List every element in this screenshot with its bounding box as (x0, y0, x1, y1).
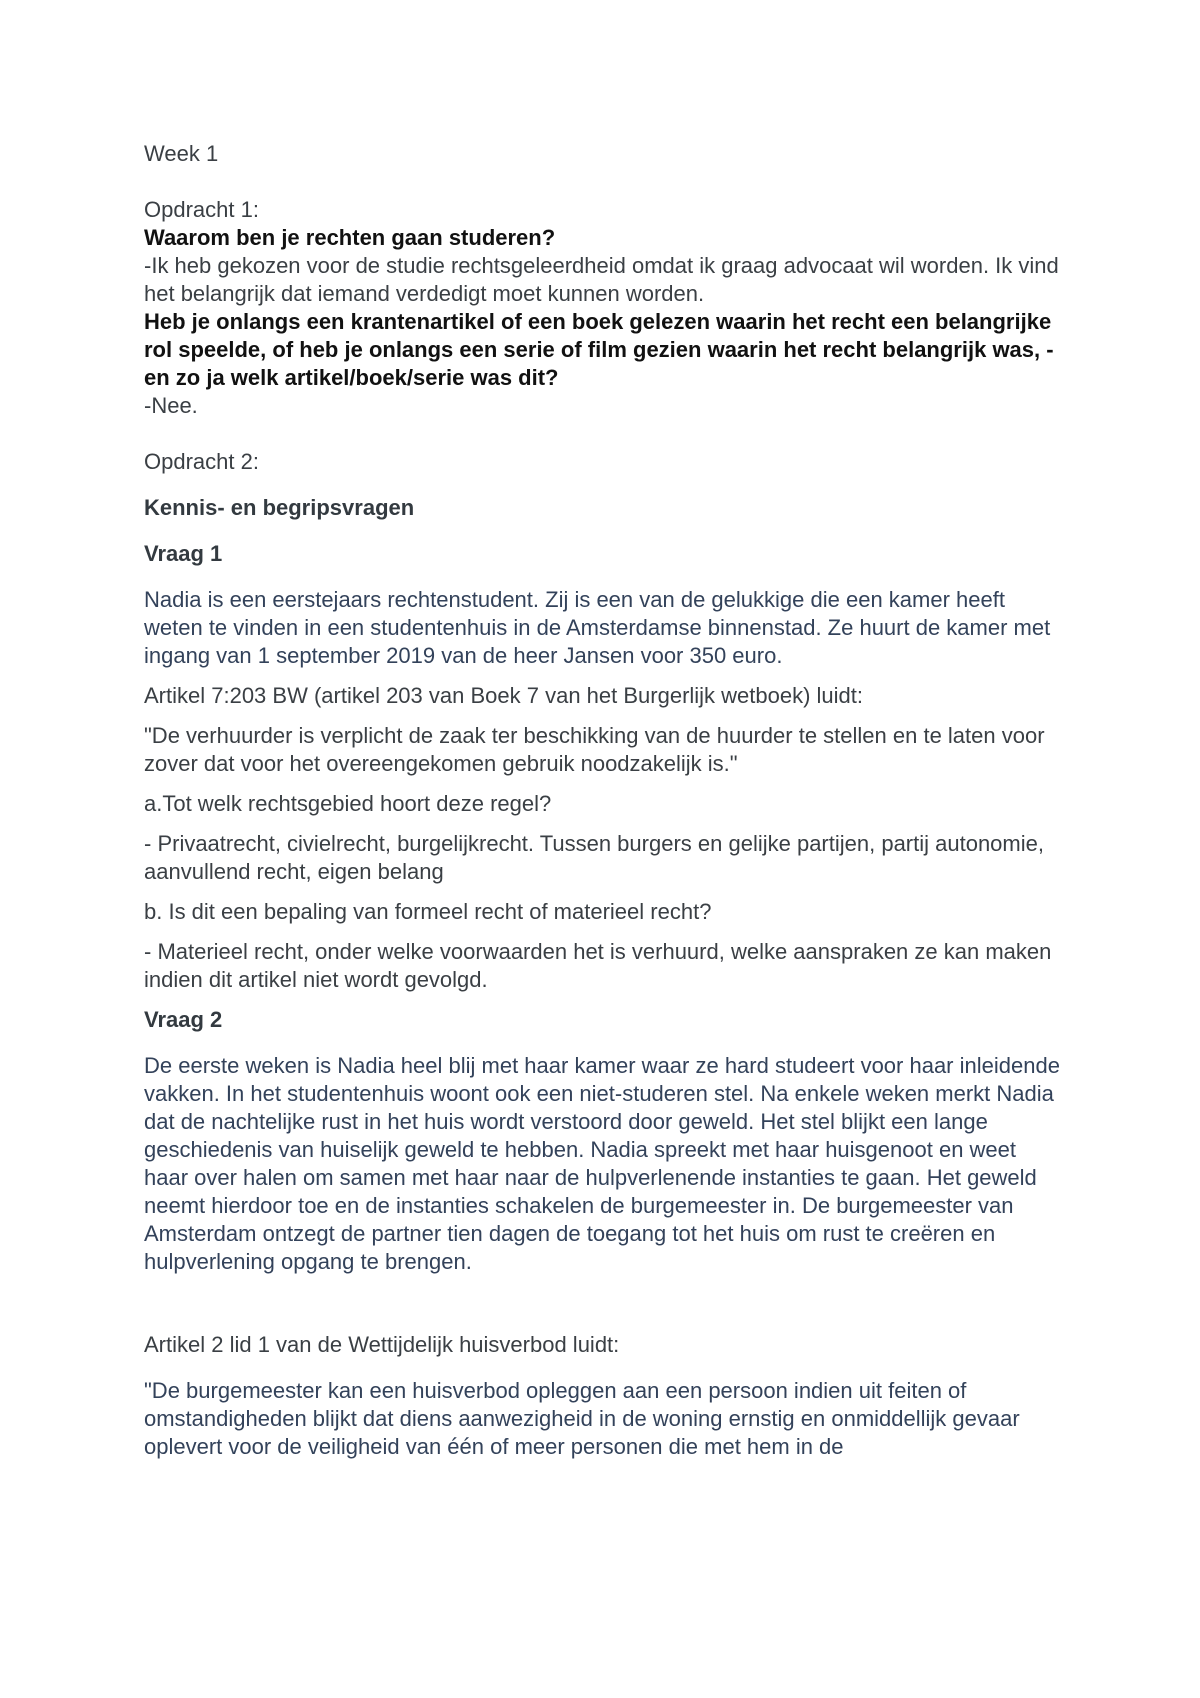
week-title: Week 1 (144, 141, 219, 166)
vraag-2-heading: Vraag 2 (144, 1007, 223, 1032)
question-why-law: Waarom ben je rechten gaan studeren? (144, 225, 556, 250)
answer-why-law: -Ik heb gekozen voor de studie rechtsgeleerdheid omdat ik graag advocaat wil worden. Ik vind het belangrijk dat iemand verdedigt moet kunnen worden. (144, 253, 1059, 306)
vraag-2-article-quote: "De burgemeester kan een huisverbod opleggen aan een persoon indien uit feiten of omstandigheden blijkt dat diens aanwezigheid in de woning ernstig en onmiddellijk gevaar oplevert voor de veiligheid van één of meer personen die met hem in de (144, 1378, 1020, 1459)
opdracht-2-label: Opdracht 2: (144, 449, 259, 474)
vraag-1-question-b: b. Is dit een bepaling van formeel recht of materieel recht? (144, 899, 712, 924)
vraag-1-answer-a: - Privaatrecht, civielrecht, burgelijkrecht. Tussen burgers en gelijke partijen, partij autonomie, aanvullend recht, eigen belang (144, 831, 1044, 884)
answer-recent-media: -Nee. (144, 393, 198, 418)
vraag-1-article-intro: Artikel 7:203 BW (artikel 203 van Boek 7 van het Burgerlijk wetboek) luidt: (144, 683, 864, 708)
opdracht-1-label: Opdracht 1: (144, 197, 259, 222)
section-heading: Kennis- en begripsvragen (144, 495, 415, 520)
vraag-1-question-a: a.Tot welk rechtsgebied hoort deze regel? (144, 791, 552, 816)
vraag-2-article-intro: Artikel 2 lid 1 van de Wettijdelijk huisverbod luidt: (144, 1332, 620, 1357)
vraag-1-answer-b: - Materieel recht, onder welke voorwaarden het is verhuurd, welke aanspraken ze kan maken indien dit artikel niet wordt gevolgd. (144, 939, 1052, 992)
vraag-1-heading: Vraag 1 (144, 541, 223, 566)
document-page (144, 140, 1064, 1461)
vraag-1-article-quote: "De verhuurder is verplicht de zaak ter beschikking van de huurder te stellen en te laten voor zover dat voor het overeengekomen gebruik noodzakelijk is." (144, 723, 1045, 776)
vraag-1-case-text: Nadia is een eerstejaars rechtenstudent. Zij is een van de gelukkige die een kamer heeft weten te vinden in een studentenhuis in de Amsterdamse binnenstad. Ze huurt de kamer met ingang van 1 september 2019 van de heer Jansen voor 350 euro. (144, 587, 1051, 668)
vraag-2-case-text: De eerste weken is Nadia heel blij met haar kamer waar ze hard studeert voor haar inleidende vakken. In het studentenhuis woont ook een niet-studeren stel. Na enkele weken merkt Nadia dat de nachtelijke rust in het huis wordt verstoord door geweld. Het stel blijkt een lange geschiedenis van huiselijk geweld te hebben. Nadia spreekt met haar huisgenoot en weet haar over halen om samen met haar naar de hulpverlenende instanties te gaan. Het geweld neemt hierdoor toe en de instanties schakelen de burgemeester in. De burgemeester van Amsterdam ontzegt de partner tien dagen de toegang tot het huis om rust te creëren en hulpverlening opgang te brengen. (144, 1053, 1060, 1274)
question-recent-media: Heb je onlangs een krantenartikel of een boek gelezen waarin het recht een belangrijke rol speelde, of heb je onlangs een serie of film gezien waarin het recht belangrijk was, - en zo ja welk artikel/boek/serie was dit? (144, 309, 1054, 390)
